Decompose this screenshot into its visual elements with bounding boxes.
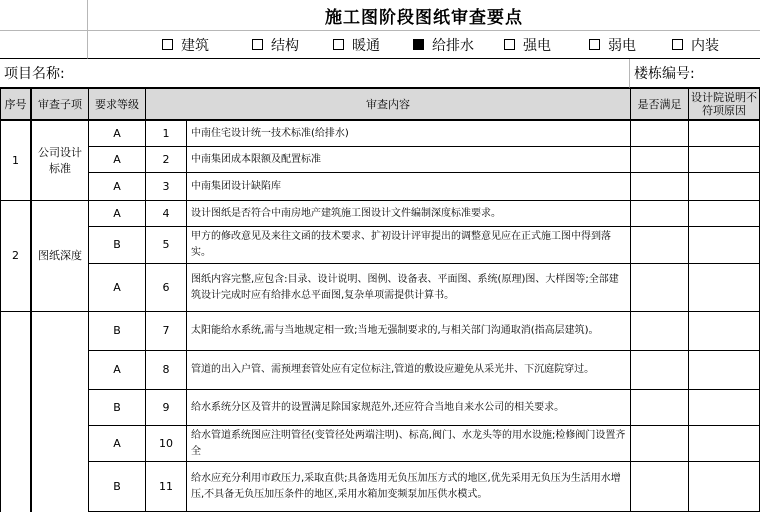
row-level: B bbox=[88, 461, 146, 512]
reason-cell-input[interactable] bbox=[688, 200, 760, 227]
row-level: B bbox=[88, 226, 146, 264]
row-level: A bbox=[88, 425, 146, 462]
blank-cell bbox=[0, 31, 88, 59]
group-seq: 1 bbox=[0, 120, 31, 201]
header-subitem: 审查子项 bbox=[31, 88, 89, 120]
row-content: 甲方的修改意见及来往文函的技术要求、扩初设计评审提出的调整意见应在正式施工图中得到落实。 bbox=[186, 226, 631, 264]
discipline-label: 给排水 bbox=[432, 37, 474, 54]
satisfied-cell-input[interactable] bbox=[630, 461, 689, 512]
building-number-label: 楼栋编号: bbox=[634, 66, 695, 82]
discipline-label: 建筑 bbox=[181, 37, 209, 54]
satisfied-cell-input[interactable] bbox=[630, 263, 689, 312]
row-level: A bbox=[88, 172, 146, 201]
reason-cell-input[interactable] bbox=[688, 226, 760, 264]
row-number: 9 bbox=[145, 389, 187, 426]
reason-cell-input[interactable] bbox=[688, 311, 760, 351]
row-number: 11 bbox=[145, 461, 187, 512]
row-number: 2 bbox=[145, 146, 187, 173]
checkbox-icon[interactable] bbox=[162, 39, 173, 50]
discipline-option-power[interactable] bbox=[504, 35, 551, 55]
group-seq: 2 bbox=[0, 200, 31, 312]
row-content: 给水应充分利用市政压力,采取直供;具备选用无负压加压方式的地区,优先采用无负压为生活用水增压,不具备无负压加压条件的地区,采用水箱加变频泵加压供水模式。 bbox=[186, 461, 631, 512]
row-number: 5 bbox=[145, 226, 187, 264]
row-level: A bbox=[88, 200, 146, 227]
reason-cell-input[interactable] bbox=[688, 263, 760, 312]
checkbox-checked-icon[interactable] bbox=[413, 39, 424, 50]
row-level: A bbox=[88, 350, 146, 390]
discipline-label: 内装 bbox=[691, 37, 719, 54]
row-content: 中南集团设计缺陷库 bbox=[186, 172, 631, 201]
row-level: A bbox=[88, 120, 146, 147]
header-level: 要求等级 bbox=[88, 88, 146, 120]
group-seq bbox=[0, 311, 31, 512]
row-number: 3 bbox=[145, 172, 187, 201]
discipline-label: 强电 bbox=[523, 37, 551, 54]
checkbox-icon[interactable] bbox=[333, 39, 344, 50]
discipline-option-architecture[interactable] bbox=[162, 35, 209, 55]
header-reason: 设计院说明不符项原因 bbox=[688, 88, 760, 120]
row-content: 给水管道系统图应注明管径(变管径处两端注明)、标高,阀门、水龙头等的用水设施;检修阀门设置齐全 bbox=[186, 425, 631, 462]
discipline-label: 暖通 bbox=[352, 37, 380, 54]
project-name-field[interactable] bbox=[0, 59, 630, 88]
row-number: 8 bbox=[145, 350, 187, 390]
checkbox-icon[interactable] bbox=[504, 39, 515, 50]
corner-cell bbox=[0, 0, 88, 31]
reason-cell-input[interactable] bbox=[688, 389, 760, 426]
row-content: 中南住宅设计统一技术标准(给排水) bbox=[186, 120, 631, 147]
discipline-label: 结构 bbox=[271, 37, 299, 54]
group-name: 公司设计标准 bbox=[31, 120, 89, 201]
checkbox-icon[interactable] bbox=[672, 39, 683, 50]
building-number-field[interactable] bbox=[630, 59, 760, 88]
header-seq: 序号 bbox=[0, 88, 31, 120]
satisfied-cell-input[interactable] bbox=[630, 389, 689, 426]
satisfied-cell-input[interactable] bbox=[630, 200, 689, 227]
row-content: 给水系统分区及管井的设置满足除国家规范外,还应符合当地自来水公司的相关要求。 bbox=[186, 389, 631, 426]
reason-cell-input[interactable] bbox=[688, 120, 760, 147]
row-level: A bbox=[88, 146, 146, 173]
row-content: 管道的出入户管、需预埋套管处应有定位标注,管道的敷设应避免从采光井、下沉庭院穿过。 bbox=[186, 350, 631, 390]
row-number: 7 bbox=[145, 311, 187, 351]
discipline-option-hvac[interactable] bbox=[333, 35, 380, 55]
discipline-option-structure[interactable] bbox=[252, 35, 299, 55]
reason-cell-input[interactable] bbox=[688, 172, 760, 201]
row-level: B bbox=[88, 389, 146, 426]
header-content: 审查内容 bbox=[145, 88, 631, 120]
satisfied-cell-input[interactable] bbox=[630, 311, 689, 351]
reason-cell-input[interactable] bbox=[688, 350, 760, 390]
row-content: 设计图纸是否符合中南房地产建筑施工图设计文件编制深度标准要求。 bbox=[186, 200, 631, 227]
reason-cell-input[interactable] bbox=[688, 425, 760, 462]
discipline-selector bbox=[88, 31, 760, 59]
row-number: 4 bbox=[145, 200, 187, 227]
row-content: 图纸内容完整,应包含:目录、设计说明、图例、设备表、平面图、系统(原理)图、大样图等;全部建筑设计完成时应有给排水总平面图,复杂单项需提供计算书。 bbox=[186, 263, 631, 312]
row-level: B bbox=[88, 311, 146, 351]
satisfied-cell-input[interactable] bbox=[630, 425, 689, 462]
row-content: 太阳能给水系统,需与当地规定相一致;当地无强制要求的,与相关部门沟通取消(指高层建筑)。 bbox=[186, 311, 631, 351]
satisfied-cell-input[interactable] bbox=[630, 172, 689, 201]
header-satisfied: 是否满足 bbox=[630, 88, 689, 120]
group-name bbox=[31, 311, 89, 512]
discipline-label: 弱电 bbox=[608, 37, 636, 54]
reason-cell-input[interactable] bbox=[688, 461, 760, 512]
row-content: 中南集团成本限额及配置标准 bbox=[186, 146, 631, 173]
checkbox-icon[interactable] bbox=[252, 39, 263, 50]
row-number: 6 bbox=[145, 263, 187, 312]
group-name: 图纸深度 bbox=[31, 200, 89, 312]
reason-cell-input[interactable] bbox=[688, 146, 760, 173]
discipline-option-lowvoltage[interactable] bbox=[589, 35, 636, 55]
row-number: 1 bbox=[145, 120, 187, 147]
project-name-label: 项目名称: bbox=[4, 66, 65, 82]
satisfied-cell-input[interactable] bbox=[630, 120, 689, 147]
satisfied-cell-input[interactable] bbox=[630, 350, 689, 390]
page-title: 施工图阶段图纸审查要点 bbox=[88, 0, 760, 31]
discipline-option-plumbing[interactable] bbox=[413, 35, 474, 55]
row-number: 10 bbox=[145, 425, 187, 462]
satisfied-cell-input[interactable] bbox=[630, 226, 689, 264]
satisfied-cell-input[interactable] bbox=[630, 146, 689, 173]
checkbox-icon[interactable] bbox=[589, 39, 600, 50]
row-level: A bbox=[88, 263, 146, 312]
discipline-option-interior[interactable] bbox=[672, 35, 719, 55]
